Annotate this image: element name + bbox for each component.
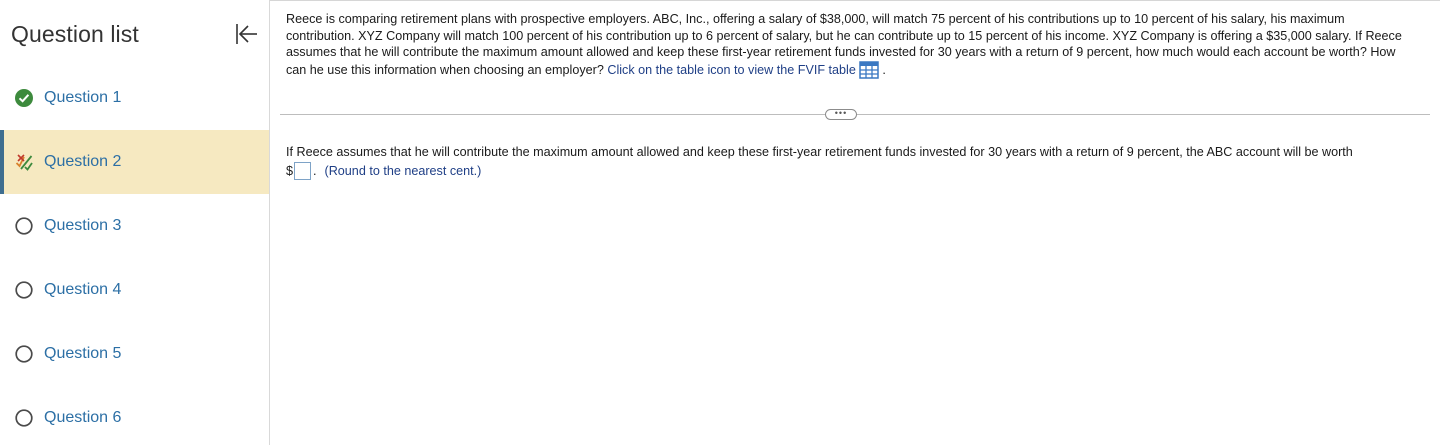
empty-circle-icon	[15, 217, 33, 235]
question-item-5[interactable]	[0, 322, 269, 386]
question-item-3[interactable]	[0, 194, 269, 258]
question-body: Reece is comparing retirement plans with prospective employers. ABC, Inc., offering a salary of $38,000, will match 75 percent of his contributions up to 10 percent of his salary, his maximum contribution. XYZ Company will match 100 percent of his contribution up to 6 percent of salary, but he can contribute up to 15 percent of his income. XYZ Company is offering a $35,000 salary. If Reece assumes that he will contribute the maximum amount allowed and keep these first-year retirement funds invested for 30 years with a return of 9 percent, how much would each account be worth? How can he use this information when choosing an employer?	[286, 12, 1402, 77]
question-sidebar	[0, 0, 270, 445]
question-label: Question 3	[44, 217, 122, 234]
sidebar-header	[0, 0, 269, 66]
question-label: Question 1	[44, 89, 122, 106]
more-dots-icon: •••	[834, 108, 848, 118]
expand-question-button[interactable]	[825, 109, 857, 120]
question-label: Question 2	[44, 153, 122, 170]
collapse-left-icon	[233, 22, 259, 46]
top-rule	[270, 0, 1440, 1]
link-suffix: .	[882, 62, 886, 77]
answer-prompt: If Reece assumes that he will contribute the maximum amount allowed and keep these first-year retirement funds invested for 30 years with a return of 9 percent, the ABC account will be worth	[286, 145, 1353, 159]
empty-circle-icon	[15, 345, 33, 363]
currency-symbol: $	[286, 164, 294, 178]
check-circle-icon	[15, 89, 33, 107]
question-item-2[interactable]	[0, 130, 269, 194]
question-panel	[286, 11, 1416, 79]
empty-circle-icon	[15, 281, 33, 299]
sidebar-title: Question list	[11, 21, 139, 47]
answer-line	[286, 162, 1426, 180]
partial-credit-icon	[15, 153, 33, 171]
question-text	[286, 11, 1416, 79]
fvif-table-link[interactable]: Click on the table icon to view the FVIF table	[607, 62, 856, 77]
question-item-6[interactable]	[0, 386, 269, 445]
question-label: Question 4	[44, 281, 122, 298]
question-item-1[interactable]	[0, 66, 269, 130]
rounding-note: (Round to the nearest cent.)	[324, 164, 482, 178]
abc-account-value-input[interactable]	[294, 162, 311, 180]
question-label: Question 6	[44, 409, 122, 426]
table-grid-icon[interactable]	[859, 61, 879, 79]
question-item-4[interactable]	[0, 258, 269, 322]
answer-period: .	[313, 164, 317, 178]
empty-circle-icon	[15, 409, 33, 427]
question-label: Question 5	[44, 345, 122, 362]
collapse-sidebar-button[interactable]	[230, 20, 262, 48]
question-list	[0, 66, 269, 445]
answer-section	[286, 143, 1426, 180]
